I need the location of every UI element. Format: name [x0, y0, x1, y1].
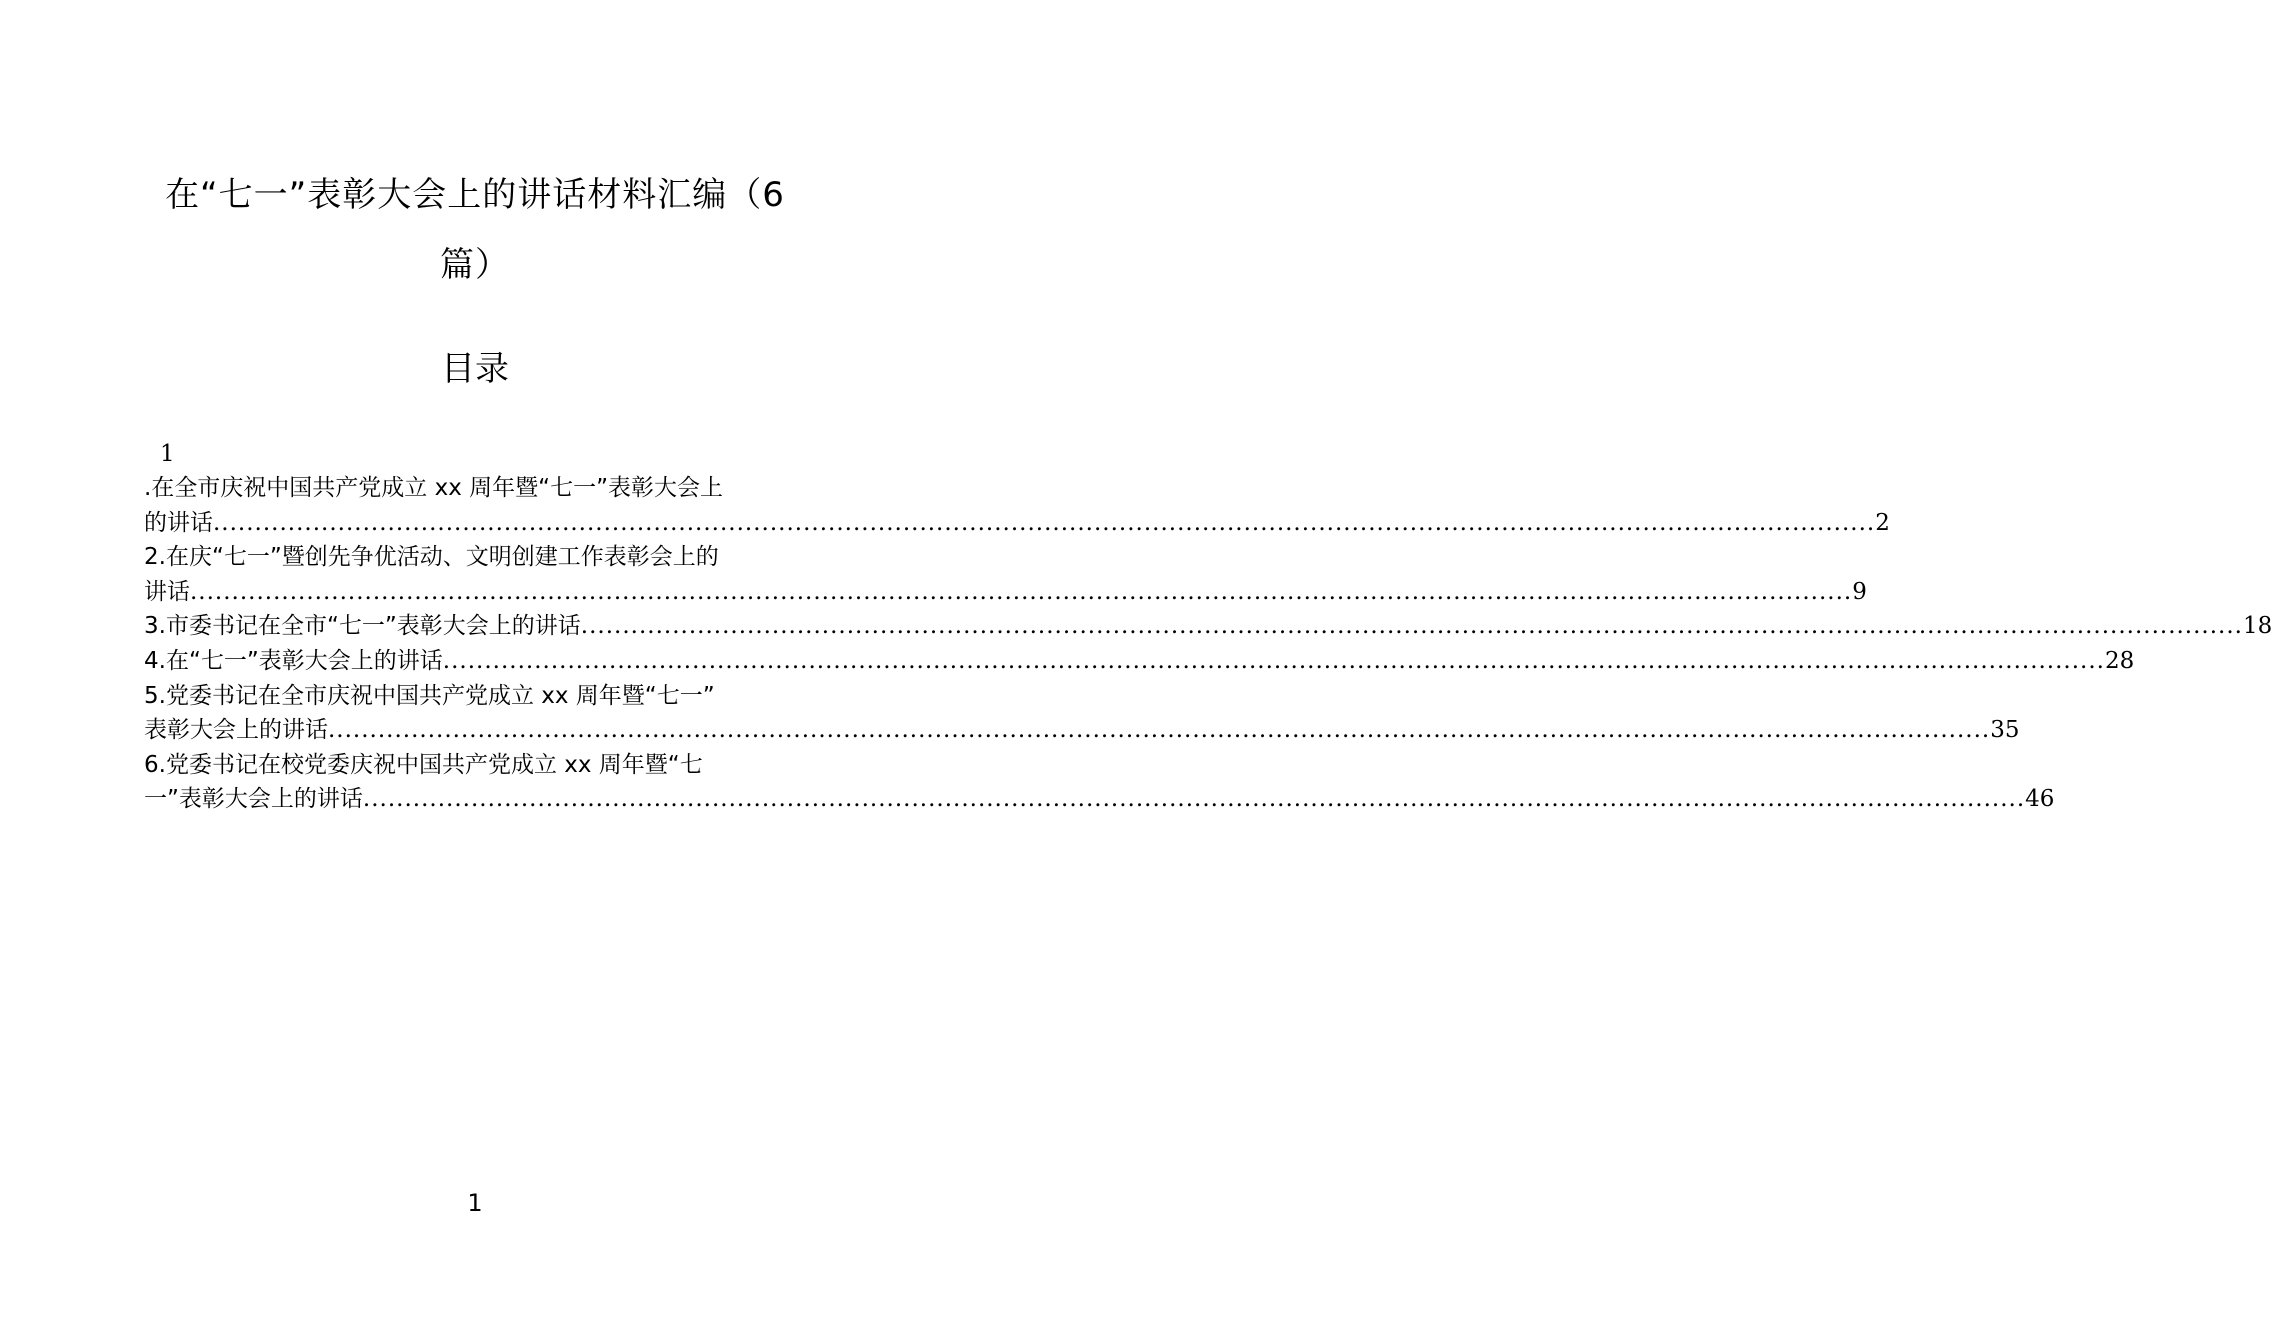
toc-entry-5-page: 35 [1990, 717, 2020, 744]
toc-heading: 目录 [441, 349, 509, 389]
toc-leader-dots: ........................................................................................................................................................................................................ [328, 717, 1991, 744]
toc-entry-5-title-line-2: 表彰大会上的讲话 [144, 717, 328, 744]
toc-entry-2-title-line-2: 讲话 [144, 578, 190, 605]
toc-entry-2-title-line-1: 2.在庆“七一”暨创先争优活动、文明创建工作表彰会上的 [144, 544, 719, 571]
toc-entry-4[interactable] [144, 644, 2135, 679]
toc-entry-1-title-line-2: 的讲话 [144, 509, 213, 536]
toc-leader-dots: ........................................................................................................................................................................................................ [213, 509, 1876, 536]
toc-entry-2-page: 9 [1852, 578, 1867, 605]
toc-entry-1-title-line-1: .在全市庆祝中国共产党成立 xx 周年暨“七一”表彰大会上 [144, 475, 723, 501]
toc-entry-6-title-line-2: 一”表彰大会上的讲话 [144, 786, 363, 813]
toc-entry-5-title-line-1: 5.党委书记在全市庆祝中国共产党成立 xx 周年暨“七一” [144, 682, 715, 709]
toc-entry-4-title: 4.在“七一”表彰大会上的讲话 [144, 647, 443, 674]
toc-entry-2[interactable] [144, 540, 1867, 609]
toc-leader-dots: ........................................................................................................................................................................................................ [580, 613, 2243, 640]
toc-entry-6[interactable] [144, 748, 2055, 817]
toc-entry-4-page: 28 [2105, 647, 2135, 674]
toc-entry-1[interactable] [144, 437, 1890, 540]
document-title-line-2: 篇） [440, 245, 510, 285]
document-title-line-1: 在“七一”表彰大会上的讲话材料汇编（6 [165, 175, 785, 215]
toc-leader-dots: ........................................................................................................................................................................................................ [362, 786, 2026, 813]
toc-entry-6-title-line-1: 6.党委书记在校党委庆祝中国共产党成立 xx 周年暨“七 [144, 751, 703, 778]
toc-entry-5[interactable] [144, 679, 2020, 748]
toc-entry-3-title: 3.市委书记在全市“七一”表彰大会上的讲话 [144, 613, 581, 640]
page-number: 1 [467, 1189, 483, 1217]
toc-entry-3-page: 18 [2243, 613, 2272, 640]
toc-entry-3[interactable] [144, 609, 2272, 644]
toc-entry-1-page: 2 [1875, 509, 1890, 536]
table-of-contents [144, 437, 2272, 817]
toc-leader-dots: ........................................................................................................................................................................................................ [190, 578, 1853, 605]
toc-leader-dots: ........................................................................................................................................................................................................ [442, 647, 2105, 674]
toc-entry-1-number: 1 [160, 441, 175, 467]
toc-entry-6-page: 46 [2025, 786, 2055, 813]
